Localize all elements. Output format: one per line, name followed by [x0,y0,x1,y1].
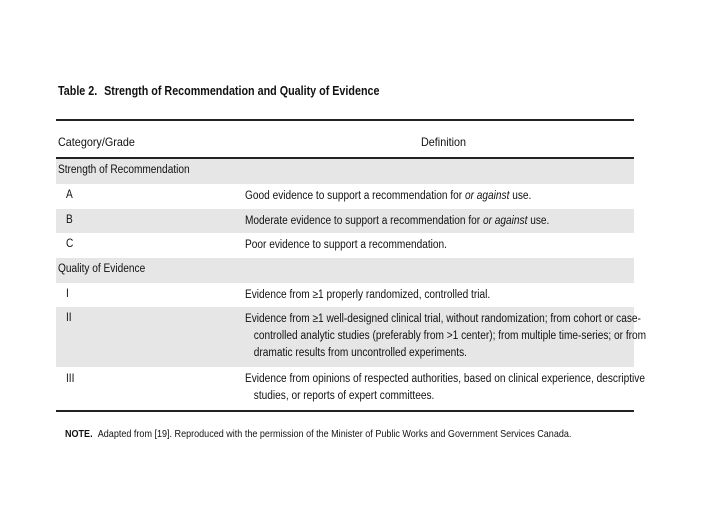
grade-cell: III [66,373,75,385]
table-row [56,184,634,209]
section-label: Quality of Evidence [58,263,146,275]
table-row [56,209,634,233]
grade-cell: C [66,238,74,250]
definition-cell: Moderate evidence to support a recommendation for or against use. [245,215,550,227]
section-row-quality [56,258,634,283]
grade-cell: I [66,288,69,300]
table-number: Table 2. [58,84,98,98]
note-text: Adapted from [19]. Reproduced with the permission of the Minister of Public Works and Government Services Canada. [97,428,572,440]
table-row [56,233,634,258]
grade-cell: A [66,189,73,201]
column-header-definition: Definition [421,135,467,149]
grade-cell: II [66,312,72,324]
section-row-strength [56,159,634,184]
table-header [56,121,634,159]
note-label: NOTE. [65,428,93,440]
grade-cell: B [66,214,73,226]
evidence-table [56,119,647,412]
column-header-category: Category/Grade [58,135,135,149]
definition-cell: Poor evidence to support a recommendation. [245,239,447,251]
definition-cell: Evidence from ≥1 well-designed clinical trial, without randomization; from cohort or case- controlled analytic studies (preferably from >1 center); from multiple time-series; or from dramatic results from uncontrolled experiments. [245,313,647,359]
table-row [56,307,647,367]
table-title [58,84,379,98]
section-label: Strength of Recommendation [58,164,190,176]
definition-cell: Evidence from opinions of respected authorities, based on clinical experience, descriptive studies, or reports of expert committees. [245,373,645,402]
table-row [56,367,645,410]
table-note [65,428,571,440]
definition-cell: Good evidence to support a recommendation for or against use. [245,190,532,202]
table-caption: Strength of Recommendation and Quality of Evidence [104,84,380,98]
definition-cell: Evidence from ≥1 properly randomized, controlled trial. [245,289,491,301]
table-row [56,283,634,307]
